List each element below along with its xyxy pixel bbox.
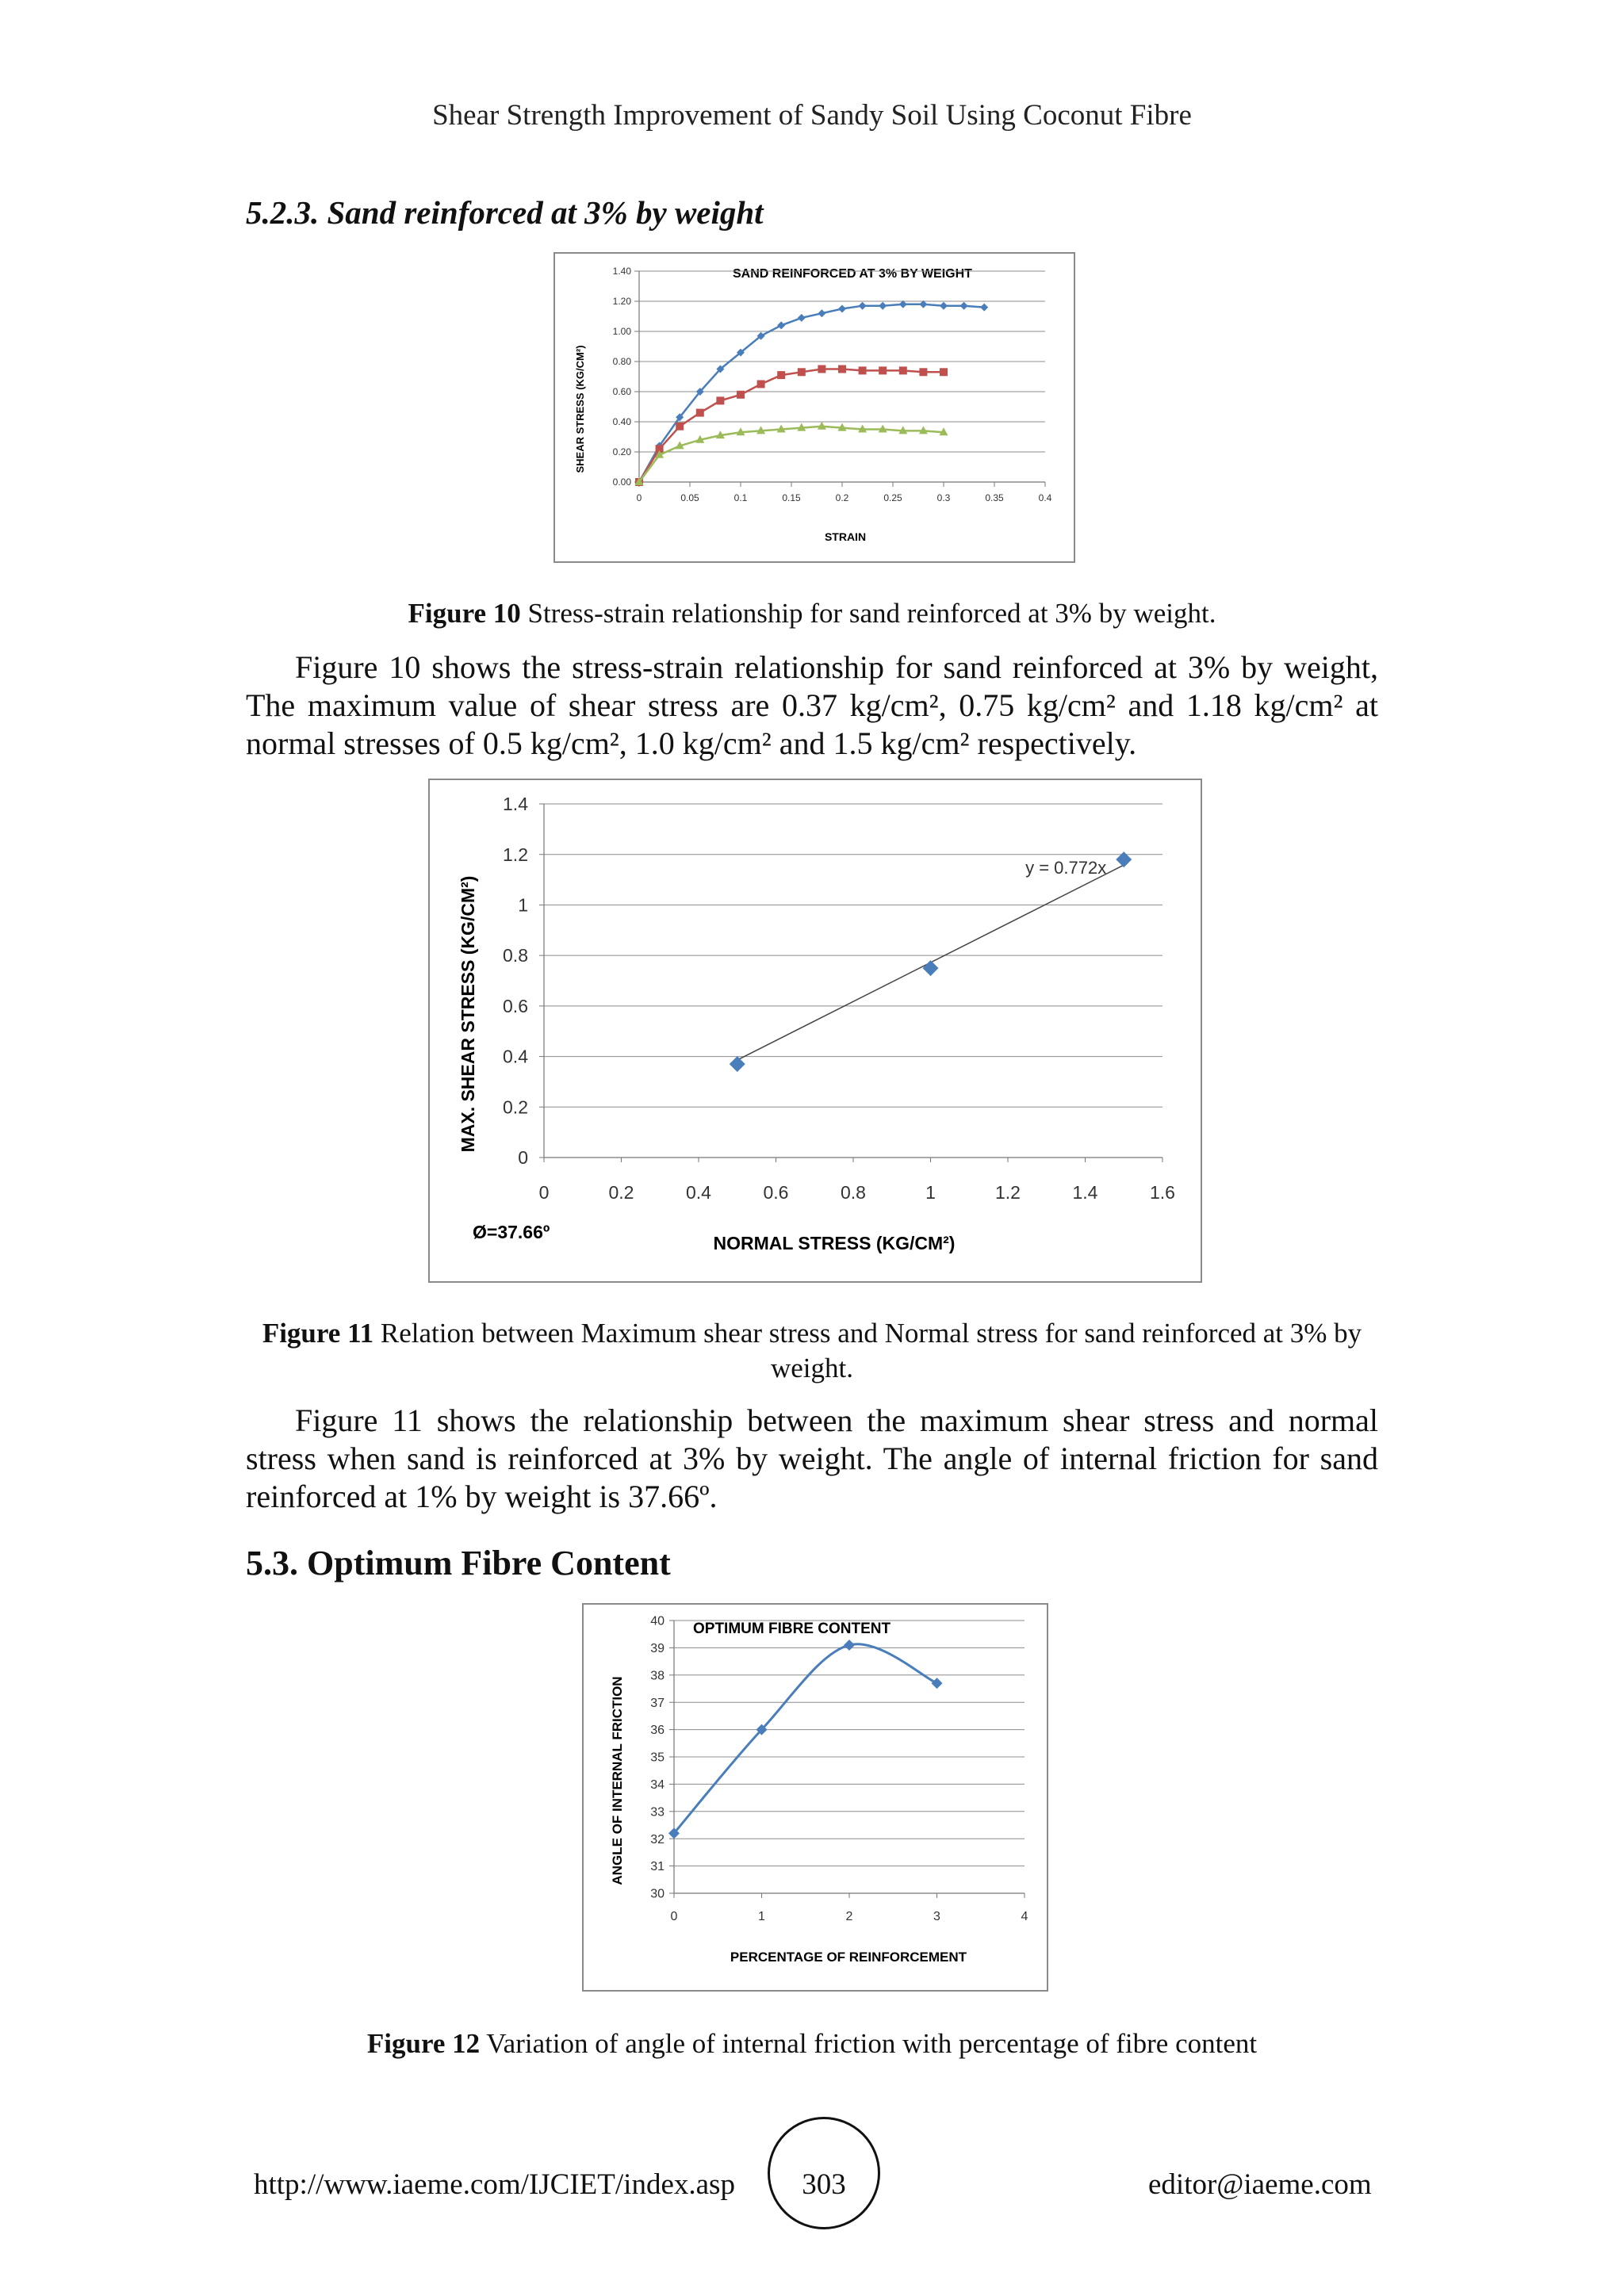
figure-12-caption <box>238 2026 1386 2061</box>
data-point-marker <box>960 302 968 310</box>
data-point-marker <box>859 366 867 374</box>
running-header: Shear Strength Improvement of Sandy Soil Using Coconut Fibre <box>432 99 1192 132</box>
figure-11-caption-text: Relation between Maximum shear stress and Normal stress for sand reinforced at 3% by weight. <box>380 1318 1362 1383</box>
x-tick-label: 0.2 <box>835 492 849 503</box>
y-tick-label: 0.40 <box>612 416 631 428</box>
data-point-marker <box>676 423 684 430</box>
x-tick-label: 1.2 <box>995 1182 1021 1203</box>
x-tick-label: 2 <box>845 1910 853 1923</box>
y-tick-label: 33 <box>650 1805 665 1820</box>
data-point-marker <box>798 368 806 376</box>
data-point-marker <box>879 366 887 374</box>
figure-11-chart <box>428 779 1202 1283</box>
y-tick-label: 0.00 <box>612 476 631 488</box>
x-tick-label: 3 <box>933 1910 940 1923</box>
y-tick-label: 0.80 <box>612 356 631 368</box>
x-tick-label: 0.05 <box>680 492 699 503</box>
x-tick-label: 1 <box>758 1910 765 1923</box>
y-tick-label: 40 <box>650 1614 665 1628</box>
data-point-marker <box>818 365 825 373</box>
x-tick-label: 0.4 <box>686 1182 711 1203</box>
y-tick-label: 31 <box>650 1860 665 1874</box>
data-point-marker <box>923 960 939 976</box>
data-point-marker <box>777 371 785 379</box>
x-axis-label: NORMAL STRESS (KG/CM²) <box>713 1233 956 1253</box>
x-tick-label: 0 <box>636 492 642 503</box>
figure-10-caption-text: Stress-strain relationship for sand reinforced at 3% by weight. <box>527 598 1216 629</box>
y-tick-label: 0.4 <box>503 1046 528 1067</box>
figure-12-caption-text: Variation of angle of internal friction with percentage of fibre content <box>486 2028 1258 2059</box>
y-tick-label: 39 <box>650 1642 665 1655</box>
figure-11-svg <box>430 780 1201 1281</box>
figure-11-label: Figure 11 <box>262 1318 374 1349</box>
data-point-marker <box>737 391 745 399</box>
x-tick-label: 0.35 <box>985 492 1004 503</box>
data-point-marker <box>730 1056 745 1072</box>
x-tick-label: 0.4 <box>1038 492 1052 503</box>
y-axis-label: ANGLE OF INTERNAL FRICTION <box>610 1676 625 1885</box>
data-point-marker <box>932 1678 943 1689</box>
series-line <box>639 427 944 482</box>
series-line <box>639 369 944 483</box>
x-tick-label: 0 <box>538 1182 550 1203</box>
section-heading-5-2-3: 5.2.3. Sand reinforced at 3% by weight <box>246 194 764 231</box>
y-axis-label: MAX. SHEAR STRESS (KG/CM²) <box>458 875 478 1153</box>
data-point-marker <box>818 309 825 317</box>
data-point-marker <box>798 314 806 322</box>
figure-10-chart <box>553 252 1075 563</box>
data-point-marker <box>980 304 988 312</box>
data-point-marker <box>716 396 724 404</box>
section-heading-5-3: 5.3. Optimum Fibre Content <box>246 1544 671 1582</box>
friction-angle-annotation: Ø=37.66º <box>473 1222 550 1242</box>
paragraph-2: Figure 11 shows the relationship between the maximum shear stress and normal stress when sand is reinforced at 3% by weight. The angle of internal friction for sand reinforced at 1% by weight is 37.66º. <box>246 1402 1378 1514</box>
chart-title: OPTIMUM FIBRE CONTENT <box>693 1621 891 1637</box>
y-tick-label: 32 <box>650 1832 665 1846</box>
trendline-equation: y = 0.772x <box>1025 858 1107 878</box>
x-tick-label: 0 <box>670 1910 678 1923</box>
x-tick-label: 0.25 <box>883 492 902 503</box>
y-tick-label: 0.2 <box>503 1096 528 1118</box>
y-tick-label: 0.8 <box>503 945 528 966</box>
y-tick-label: 36 <box>650 1724 665 1738</box>
y-axis-label: SHEAR STRESS (KG/CM²) <box>574 345 586 473</box>
data-point-marker <box>940 302 948 310</box>
data-point-marker <box>818 422 826 430</box>
figure-12-label: Figure 12 <box>366 2028 481 2059</box>
y-tick-label: 1.2 <box>503 844 528 865</box>
x-tick-label: 0.15 <box>782 492 801 503</box>
data-point-marker <box>940 368 948 376</box>
series-line <box>639 304 984 482</box>
data-point-marker <box>696 409 704 417</box>
footer-email[interactable]: editor@iaeme.com <box>1148 2168 1372 2201</box>
data-point-marker <box>838 305 846 313</box>
data-point-marker <box>1116 851 1132 867</box>
x-tick-label: 0.6 <box>763 1182 789 1203</box>
series-line <box>674 1644 937 1834</box>
y-tick-label: 1.40 <box>612 266 631 277</box>
x-tick-label: 0.8 <box>841 1182 866 1203</box>
x-tick-label: 1.4 <box>1072 1182 1098 1203</box>
x-axis-label: PERCENTAGE OF REINFORCEMENT <box>730 1950 967 1965</box>
x-axis-label: STRAIN <box>824 530 867 543</box>
y-tick-label: 37 <box>650 1696 665 1710</box>
x-tick-label: 4 <box>1021 1910 1028 1923</box>
chart-title: SAND REINFORCED AT 3% BY WEIGHT <box>733 267 972 281</box>
x-tick-label: 0.2 <box>608 1182 634 1203</box>
figure-10-label: Figure 10 <box>408 598 521 629</box>
y-tick-label: 34 <box>650 1778 665 1792</box>
y-tick-label: 0 <box>518 1147 528 1169</box>
y-tick-label: 38 <box>650 1669 665 1683</box>
page-number: 303 <box>802 2168 846 2201</box>
data-point-marker <box>838 365 846 373</box>
x-tick-label: 1 <box>925 1182 936 1203</box>
y-tick-label: 30 <box>650 1887 665 1901</box>
y-tick-label: 1.4 <box>503 794 528 815</box>
figure-10-svg <box>555 254 1074 561</box>
x-tick-label: 1.6 <box>1150 1182 1175 1203</box>
y-tick-label: 1.00 <box>612 326 631 338</box>
y-tick-label: 0.60 <box>612 386 631 398</box>
y-tick-label: 1.20 <box>612 296 631 308</box>
figure-12-svg <box>584 1605 1047 1990</box>
y-tick-label: 35 <box>650 1751 665 1765</box>
paragraph-1: Figure 10 shows the stress-strain relationship for sand reinforced at 3% by weight, The maximum value of shear stress are 0.37 kg/cm², 0.75 kg/cm² and 1.18 kg/cm² at normal stresses of 0.5 kg/cm², 1.0 kg/cm² and 1.5 kg/cm² respectively. <box>246 649 1378 761</box>
data-point-marker <box>899 366 907 374</box>
x-tick-label: 0.3 <box>936 492 951 503</box>
y-tick-label: 0.6 <box>503 995 528 1016</box>
figure-10-caption <box>238 596 1386 631</box>
data-point-marker <box>919 368 927 376</box>
y-tick-label: 1 <box>518 894 528 916</box>
data-point-marker <box>757 381 765 388</box>
data-point-marker <box>879 302 887 310</box>
figure-11-caption <box>238 1316 1386 1386</box>
footer-url[interactable]: http://www.iaeme.com/IJCIET/index.asp <box>254 2168 735 2201</box>
data-point-marker <box>844 1640 855 1651</box>
data-point-marker <box>777 321 785 329</box>
x-tick-label: 0.1 <box>733 492 748 503</box>
data-point-marker <box>859 302 867 310</box>
y-tick-label: 0.20 <box>612 446 631 458</box>
figure-12-chart <box>582 1603 1048 1992</box>
